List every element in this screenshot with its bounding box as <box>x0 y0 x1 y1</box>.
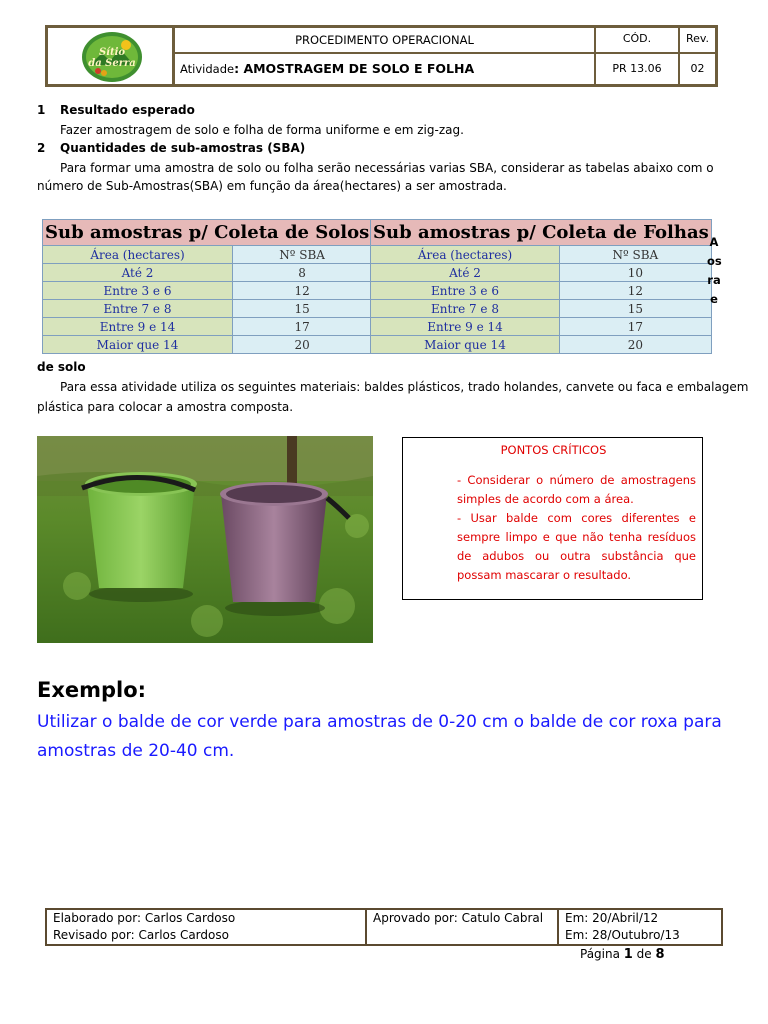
soil-sba-cell: 17 <box>233 318 372 336</box>
revision-value: 02 <box>679 53 716 85</box>
document-footer <box>45 908 723 946</box>
table-row <box>43 264 372 282</box>
leaf-sba-cell: 20 <box>560 336 712 354</box>
critical-point-item: - Considerar o número de amostragens simples de acordo com a área. <box>457 473 696 506</box>
side-letter: os <box>707 254 722 268</box>
page-prefix: Página <box>580 947 624 961</box>
leaf-area-cell: Entre 7 e 8 <box>371 300 560 318</box>
table-row <box>371 336 712 354</box>
soil-area-cell: Até 2 <box>43 264 233 282</box>
leaf-sba-cell: 12 <box>560 282 712 300</box>
footer-authors <box>47 910 367 944</box>
critical-point-item: - Usar balde com cores diferentes e sempre limpo e que não tenha resíduos de adubos ou outra substância que possam mascarar o resultado. <box>457 511 696 582</box>
date-revised: Em: 28/Outubro/13 <box>565 928 680 942</box>
leaf-sba-cell: 17 <box>560 318 712 336</box>
revised-by: Revisado por: Carlos Cardoso <box>53 928 229 942</box>
soil-sba-table <box>42 219 372 354</box>
soil-sba-cell: 15 <box>233 300 372 318</box>
activity-title <box>174 53 595 85</box>
leaf-area-cell: Maior que 14 <box>371 336 560 354</box>
soil-area-cell: Maior que 14 <box>43 336 233 354</box>
approved-by: Aprovado por: Catulo Cabral <box>373 911 544 925</box>
leaf-area-cell: Entre 9 e 14 <box>371 318 560 336</box>
table-row <box>43 336 372 354</box>
table-row <box>371 318 712 336</box>
soil-area-cell: Entre 7 e 8 <box>43 300 233 318</box>
leaf-sba-cell: 10 <box>560 264 712 282</box>
page-current: 1 <box>623 947 633 962</box>
soil-table-title: Sub amostras p/ Coleta de Solos <box>43 220 372 246</box>
table-row <box>371 300 712 318</box>
table-row <box>43 318 372 336</box>
soil-area-cell: Entre 9 e 14 <box>43 318 233 336</box>
leaf-area-cell: Até 2 <box>371 264 560 282</box>
leaf-col-sba: Nº SBA <box>560 246 712 264</box>
page-total: 8 <box>655 947 665 962</box>
table-row <box>371 264 712 282</box>
section-2-text-line2: número de Sub-Amostras(SBA) em função da área(hectares) a ser amostrada. <box>37 179 507 193</box>
activity-prefix: Atividade <box>180 62 235 76</box>
materials-line1: Para essa atividade utiliza os seguintes materiais: baldes plásticos, trado holandes, canvete ou faca e embalagem <box>60 380 749 394</box>
revision-label: Rev. <box>679 27 716 53</box>
leaf-area-cell: Entre 3 e 6 <box>371 282 560 300</box>
section-2-number: 2 <box>37 141 46 155</box>
activity-name: : AMOSTRAGEM DE SOLO E FOLHA <box>234 61 475 76</box>
example-title: Exemplo: <box>37 678 147 702</box>
example-text <box>37 708 737 766</box>
table-row <box>43 282 372 300</box>
leaf-col-area: Área (hectares) <box>371 246 560 264</box>
section-1-number: 1 <box>37 103 46 117</box>
section-2-title: Quantidades de sub-amostras (SBA) <box>60 141 306 155</box>
buckets-photo <box>37 436 373 643</box>
page-number <box>580 947 665 962</box>
page-of: de <box>632 947 656 961</box>
example-line: Utilizar o balde de cor verde para amostras de 0-20 cm o balde de cor roxa para <box>37 712 722 732</box>
example-line: amostras de 20-40 cm. <box>37 741 235 761</box>
procedure-label: PROCEDIMENTO OPERACIONAL <box>174 27 595 53</box>
side-letter: A <box>709 235 719 249</box>
soil-sba-cell: 12 <box>233 282 372 300</box>
section-1-text: Fazer amostragem de solo e folha de forma uniforme e em zig-zag. <box>60 123 464 137</box>
svg-text:Sítio: Sítio <box>98 47 126 58</box>
leaf-sba-table <box>370 219 712 354</box>
code-label: CÓD. <box>595 27 679 53</box>
section-1-title: Resultado esperado <box>60 103 195 117</box>
table-row <box>43 300 372 318</box>
side-letter: e <box>710 292 718 306</box>
sitio-da-serra-logo <box>80 31 144 83</box>
soil-col-sba: Nº SBA <box>233 246 372 264</box>
code-value: PR 13.06 <box>595 53 679 85</box>
critical-points-box <box>402 437 703 600</box>
soil-area-cell: Entre 3 e 6 <box>43 282 233 300</box>
date-elaborated: Em: 20/Abril/12 <box>565 911 659 925</box>
soil-sba-cell: 20 <box>233 336 372 354</box>
elaborated-by: Elaborado por: Carlos Cardoso <box>53 911 236 925</box>
critical-points-list <box>457 471 696 585</box>
leaf-sba-cell: 15 <box>560 300 712 318</box>
side-letter: ra <box>707 273 721 287</box>
soil-sba-cell: 8 <box>233 264 372 282</box>
document-header <box>45 25 718 87</box>
logo-cell <box>47 27 174 85</box>
materials-lead: de solo <box>37 360 86 374</box>
side-text-fragment <box>707 233 721 309</box>
footer-dates <box>559 910 721 944</box>
materials-line2: plástica para colocar a amostra composta. <box>37 400 294 414</box>
svg-text:da Serra: da Serra <box>88 58 136 69</box>
leaf-table-title: Sub amostras p/ Coleta de Folhas <box>371 220 712 246</box>
table-row <box>371 282 712 300</box>
soil-col-area: Área (hectares) <box>43 246 233 264</box>
section-2-text-line1: Para formar uma amostra de solo ou folha serão necessárias varias SBA, considerar as tabelas abaixo com o <box>60 161 714 175</box>
critical-points-title: PONTOS CRÍTICOS <box>500 443 607 457</box>
footer-approval <box>367 910 559 944</box>
